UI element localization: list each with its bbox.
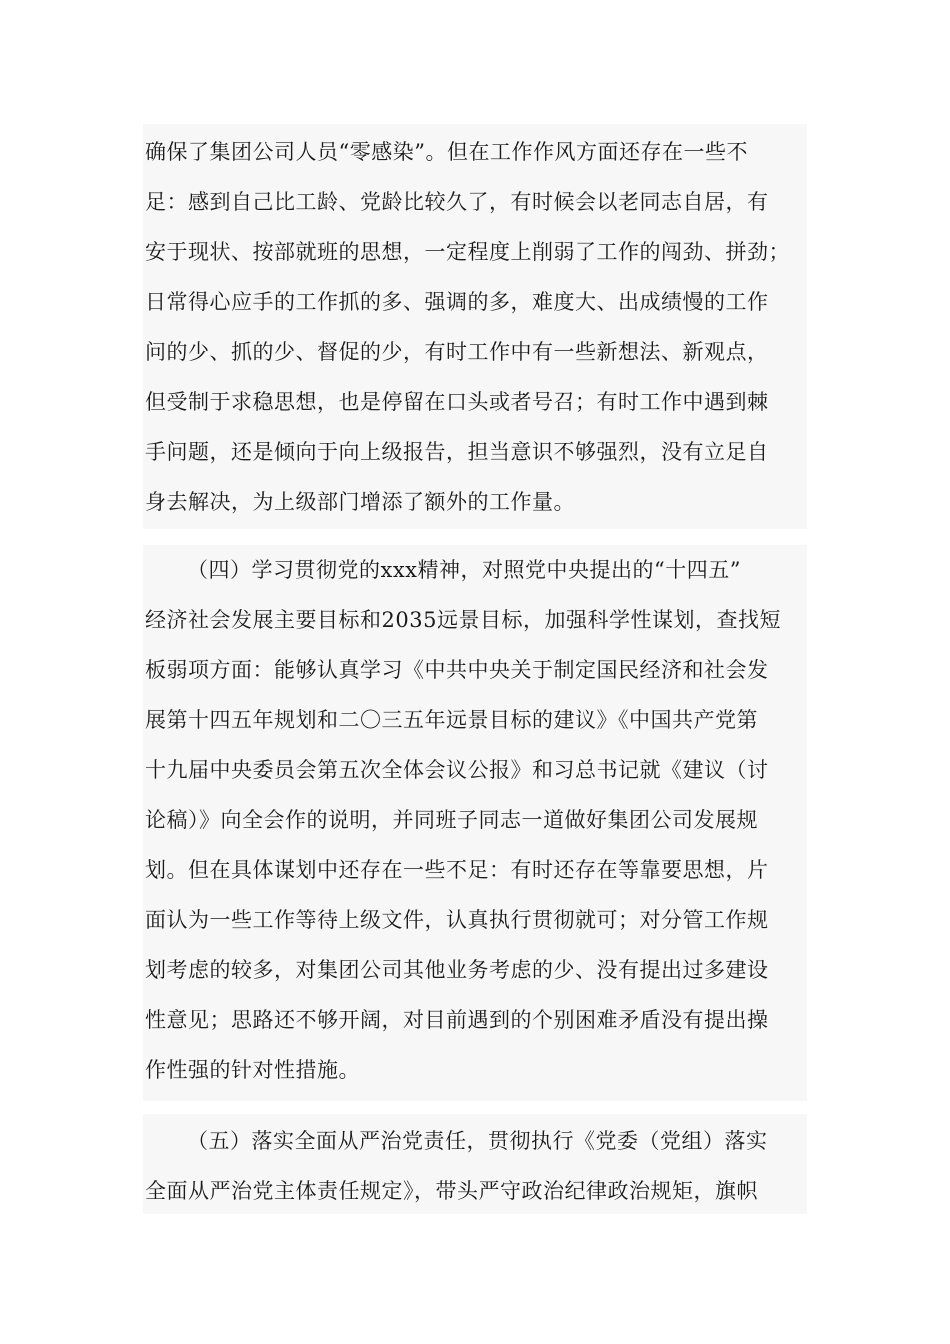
text-line: 安于现状、按部就班的思想，一定程度上削弱了工作的闯劲、拼劲；: [145, 240, 790, 264]
text-line: 但受制于求稳思想，也是停留在口头或者号召；有时工作中遇到棘: [145, 390, 769, 414]
text-line: 划。但在具体谋划中还存在一些不足：有时还存在等靠要思想，片: [145, 858, 769, 882]
text-line: 板弱项方面：能够认真学习《中共中央关于制定国民经济和社会发: [145, 658, 769, 682]
text-line: 性意见；思路还不够开阔，对目前遇到的个别困难矛盾没有提出操: [145, 1008, 769, 1032]
text-line: 面认为一些工作等待上级文件，认真执行贯彻就可；对分管工作规: [145, 908, 769, 932]
text-line: 身去解决，为上级部门增添了额外的工作量。: [145, 490, 575, 514]
text-line: 问的少、抓的少、督促的少，有时工作中有一些新想法、新观点，: [145, 340, 769, 364]
text-line: 足：感到自己比工龄、党龄比较久了，有时候会以老同志自居，有: [145, 190, 769, 214]
text-block-1: [143, 124, 807, 529]
text-block-3: [143, 1114, 807, 1214]
text-line: 确保了集团公司人员“零感染”。但在工作作风方面还存在一些不: [145, 140, 748, 164]
text-line: 划考虑的较多，对集团公司其他业务考虑的少、没有提出过多建设: [145, 958, 769, 982]
text-line: 论稿）》向全会作的说明，并同班子同志一道做好集团公司发展规: [145, 808, 758, 832]
paragraph-1: [143, 127, 807, 527]
text-block-2: [143, 545, 807, 1101]
paragraph-2: [143, 545, 807, 1095]
text-line: 十九届中央委员会第五次全体会议公报》和习总书记就《建议（讨: [145, 758, 769, 782]
text-line: 作性强的针对性措施。: [145, 1058, 360, 1082]
text-line: 展第十四五年规划和二〇三五年远景目标的建议》《中国共产党第: [145, 708, 758, 732]
text-line: （五）落实全面从严治党责任，贯彻执行《党委（党组）落实: [187, 1129, 768, 1153]
text-line: 经济社会发展主要目标和2035远景目标，加强科学性谋划，查找短: [145, 608, 781, 632]
text-line: 日常得心应手的工作抓的多、强调的多，难度大、出成绩慢的工作: [145, 290, 769, 314]
text-line: 手问题，还是倾向于向上级报告，担当意识不够强烈，没有立足自: [145, 440, 769, 464]
paragraph-3: [143, 1116, 807, 1216]
text-line: 全面从严治党主体责任规定》，带头严守政治纪律政治规矩，旗帜: [145, 1179, 758, 1203]
text-line: （四）学习贯彻党的xxx精神，对照党中央提出的“十四五”: [187, 558, 741, 582]
